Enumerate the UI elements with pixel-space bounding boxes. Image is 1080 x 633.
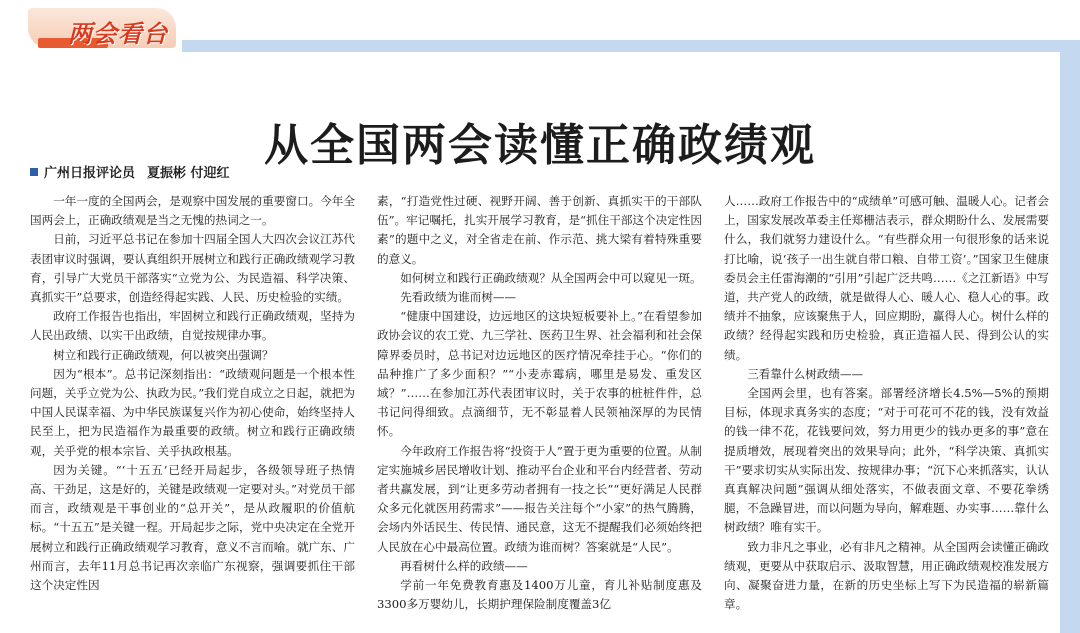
paragraph: 致力非凡之事业，必有非凡之精神。从全国两会读懂正确政绩观，更要从中获取启示、汲取智慧，用正确政绩观校准发展方向、凝聚奋进力量，在新的历史坐标上写下为民造福的崭新篇章。 xyxy=(724,539,1049,612)
column-badge xyxy=(28,8,176,48)
byline xyxy=(30,162,230,181)
paragraph: 再看树什么样的政绩—— xyxy=(400,558,528,573)
paragraph: 政府工作报告也指出，牢固树立和践行正确政绩观，坚持为人民出政绩、以实干出政绩，自觉按规律办事。 xyxy=(30,309,355,343)
paragraph: 三看靠什么树政绩—— xyxy=(747,366,864,381)
article-column-2 xyxy=(377,192,702,628)
byline-authors: 夏振彬 付迎红 xyxy=(147,166,230,181)
article-column-1 xyxy=(30,192,355,628)
byline-marker-icon xyxy=(30,168,38,176)
paragraph: 日前，习近平总书记在参加十四届全国人大四次会议江苏代表团审议时强调，要认真组织开展树立和践行正确政绩观学习教育，引导广大党员干部落实“立党为公、为民造福、科学决策、真抓实干”总要求，创造经得起实践、人民、历史检验的实绩。 xyxy=(30,232,355,305)
paragraph: 素，“打造党性过硬、视野开阔、善于创新、真抓实干的干部队伍”。牢记嘱托，扎实开展学习教育，是“抓住干部这个决定性因素”的题中之义，对全省走在前、作示范、挑大梁有着特殊重要的意义。 xyxy=(377,194,702,266)
article-column-3 xyxy=(724,192,1049,628)
paragraph: 如何树立和践行正确政绩观？从全国两会中可以窥见一斑。 xyxy=(400,270,702,285)
column-badge-label: 两会看台 xyxy=(68,20,168,48)
paragraph: 全国两会里，也有答案。部署经济增长4.5%—5%的预期目标，体现求真务实的态度；“对于可花可不花的钱，没有效益的钱一律不花，花钱要问效，努力用更少的钱办更多的事”意在提质增效，展现着突出的效果导向；此外，“科学决策、真抓实干”要求切实从实际出发、按规律办事；“沉下心来抓落实，认认真真解决问题”强调从细处落实，不做表面文章、不要花拳绣腿，不急躁冒进，而以问题为导向，解难题、办实事……靠什么树政绩？唯有实干。 xyxy=(724,386,1049,535)
paragraph: 一年一度的全国两会，是观察中国发展的重要窗口。今年全国两会上，正确政绩观是当之无愧的热词之一。 xyxy=(30,194,355,228)
paragraph: “健康中国建设，边远地区的这块短板要补上。”在看望参加政协会议的农工党、九三学社、医药卫生界、社会福利和社会保障界委员时，总书记对边远地区的医疗情况牵挂于心。“你们的品种推广了多少面积？”“小麦赤霉病，哪里是易发、重发区域？”……在参加江苏代表团审议时，关于农事的桩桩件件，总书记问得细致。点滴细节，无不彰显着人民领袖深厚的为民情怀。 xyxy=(377,309,702,439)
paragraph: 因为关键。“‘十五五’已经开局起步，各级领导班子热情高、干劲足，这是好的，关键是政绩观一定要对头。”对党员干部而言，政绩观是干事创业的“总开关”，是从政履职的价值航标。“十五五”是关键一程。开局起步之际，党中央决定在全党开展树立和践行正确政绩观学习教育，意义不言而喻。就广东、广州而言，去年11月总书记再次亲临广东视察，强调要抓住干部这个决定性因 xyxy=(30,462,355,593)
article-body xyxy=(30,192,1050,628)
paragraph: 学前一年免费教育惠及1400万儿童，育儿补贴制度惠及3300多万婴幼儿，长期护理保险制度覆盖3亿 xyxy=(377,578,702,612)
article-headline: 从全国两会读懂正确政绩观 xyxy=(264,120,816,172)
paragraph: 人……政府工作报告中的“成绩单”可感可触、温暖人心。记者会上，国家发展改革委主任郑栅洁表示，群众期盼什么、发展需要什么，我们就努力建设什么。“有些群众用一句很形象的话来说打比喻，说‘孩子一出生就自带口粮、自带工资’。”国家卫生健康委员会主任雷海潮的“引用”引起广泛共鸣……《之江新语》中写道，共产党人的政绩，就是做得人心、暖人心、稳人心的事。政绩并不抽象，应该聚焦于人，回应期盼，赢得人心。树什么样的政绩？经得起实践和历史检验，真正造福人民、得到公认的实绩。 xyxy=(724,194,1049,362)
paragraph: 因为“根本”。总书记深刻指出：“政绩观问题是一个根本性问题，关乎立党为公、执政为民。”我们党自成立之日起，就把为中国人民谋幸福、为中华民族谋复兴作为初心使命，始终坚持人民至上，把为民造福作为最重要的政绩。树立和践行正确政绩观，关乎党的根本宗旨、关乎执政根基。 xyxy=(30,366,355,458)
paragraph: 今年政府工作报告将“投资于人”置于更为重要的位置。从制定实施城乡居民增收计划、推动平台企业和平台内经营者、劳动者共赢发展，到“让更多劳动者拥有一技之长”“更好满足人民群众多元化就医用药需求”——报告关注每个“小家”的热气腾腾，会场内外话民生、传民情、通民意，这无不提醒我们必须始终把人民放在心中最高位置。政绩为谁而树？答案就是“人民”。 xyxy=(377,443,702,554)
byline-org: 广州日报评论员 xyxy=(44,166,136,181)
paragraph: 先看政绩为谁而树—— xyxy=(400,290,517,305)
decorative-blue-rail xyxy=(182,40,1080,52)
paragraph: 树立和践行正确政绩观，何以被突出强调？ xyxy=(53,347,274,362)
